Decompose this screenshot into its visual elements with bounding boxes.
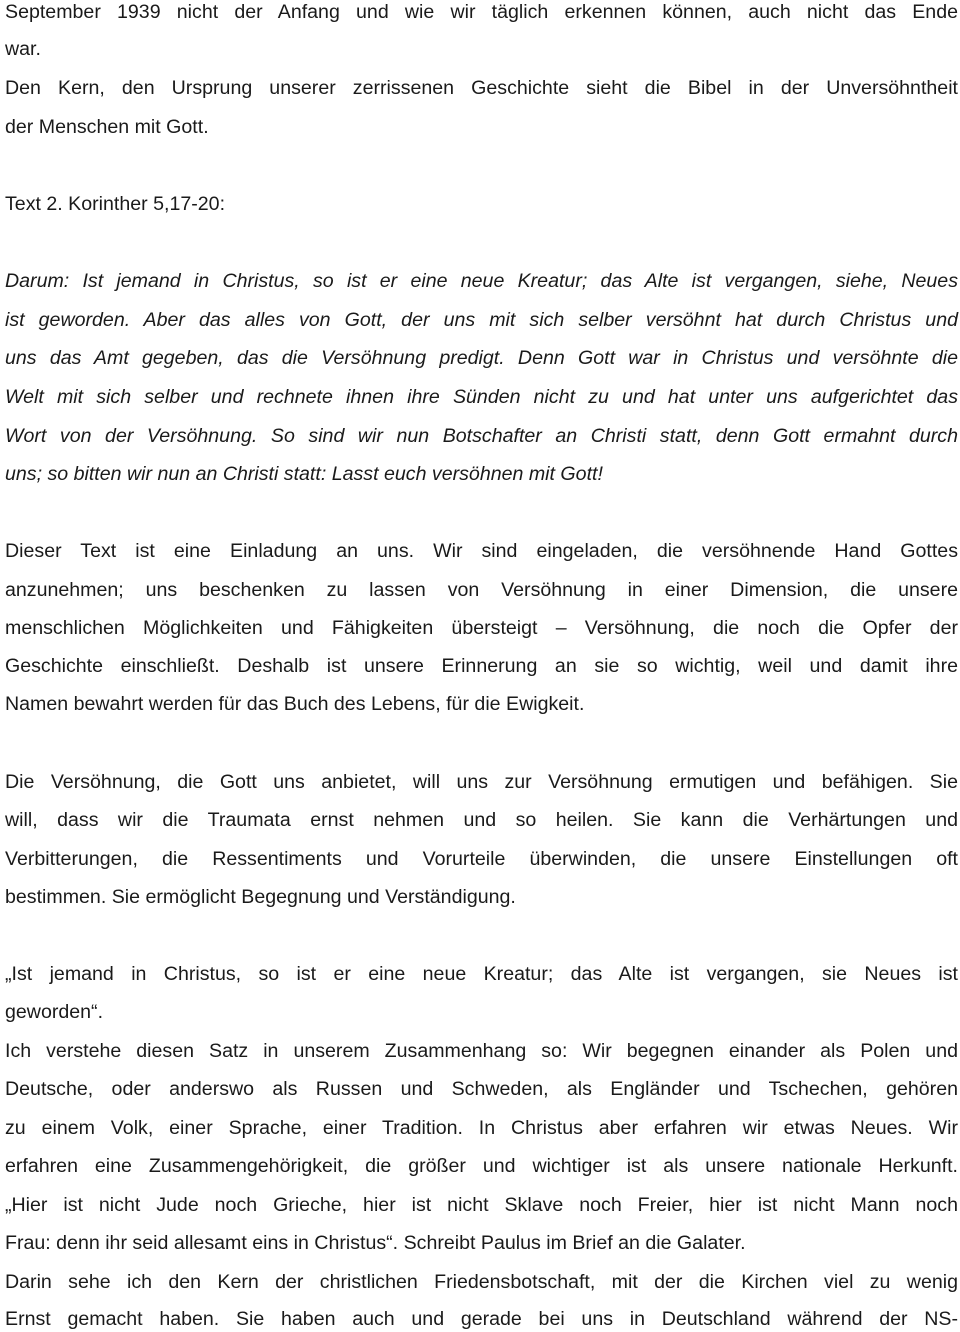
text-line: geworden“. <box>5 1001 104 1023</box>
scripture-quote-line: Welt mit sich selber und rechnete ihnen ihre Sünden nicht zu und hat unter uns aufgerichtet das <box>5 386 958 408</box>
text-line: war. <box>5 38 41 60</box>
text-line: menschlichen Möglichkeiten und Fähigkeiten übersteigt – Versöhnung, die noch die Opfer der <box>5 617 958 639</box>
text-line: Ernst gemacht haben. Sie haben auch und gerade bei uns in Deutschland während der NS- <box>5 1308 958 1330</box>
text-line: der Menschen mit Gott. <box>5 116 209 138</box>
text-line: zu einem Volk, einer Sprache, einer Tradition. In Christus aber erfahren wir etwas Neues. Wir <box>5 1117 958 1139</box>
text-line: Verbitterungen, die Ressentiments und Vorurteile überwinden, die unsere Einstellungen oft <box>5 848 958 870</box>
scripture-quote-line: ist geworden. Aber das alles von Gott, der uns mit sich selber versöhnt hat durch Christus und <box>5 309 958 331</box>
text-line: September 1939 nicht der Anfang und wie wir täglich erkennen können, auch nicht das Ende <box>5 1 958 23</box>
text-line: „Ist jemand in Christus, so ist er eine neue Kreatur; das Alte ist vergangen, sie Neues ist <box>5 963 958 985</box>
scripture-quote-line: Darum: Ist jemand in Christus, so ist er eine neue Kreatur; das Alte ist vergangen, siehe, Neues <box>5 270 958 292</box>
text-line: Den Kern, den Ursprung unserer zerrissenen Geschichte sieht die Bibel in der Unversöhntheit <box>5 77 958 99</box>
text-line: erfahren eine Zusammengehörigkeit, die größer und wichtiger ist als unsere nationale Herkunft. <box>5 1155 958 1177</box>
scripture-quote-line: Wort von der Versöhnung. So sind wir nun Botschafter an Christi statt, denn Gott ermahnt durch <box>5 425 958 447</box>
text-line: Namen bewahrt werden für das Buch des Lebens, für die Ewigkeit. <box>5 693 585 715</box>
scripture-quote-line: uns das Amt gegeben, das die Versöhnung predigt. Denn Gott war in Christus und versöhnte die <box>5 347 958 369</box>
text-line: Die Versöhnung, die Gott uns anbietet, will uns zur Versöhnung ermutigen und befähigen. Sie <box>5 771 958 793</box>
scripture-reference: Text 2. Korinther 5,17-20: <box>5 193 226 215</box>
text-line: Dieser Text ist eine Einladung an uns. Wir sind eingeladen, die versöhnende Hand Gottes <box>5 540 958 562</box>
text-line: Darin sehe ich den Kern der christlichen Friedensbotschaft, mit der die Kirchen viel zu wenig <box>5 1271 958 1293</box>
text-line: anzunehmen; uns beschenken zu lassen von Versöhnung in einer Dimension, die unsere <box>5 579 958 601</box>
text-line: Ich verstehe diesen Satz in unserem Zusammenhang so: Wir begegnen einander als Polen und <box>5 1040 958 1062</box>
scripture-quote-line: uns; so bitten wir nun an Christi statt: Lasst euch versöhnen mit Gott! <box>5 463 603 485</box>
text-line: bestimmen. Sie ermöglicht Begegnung und Verständigung. <box>5 886 516 908</box>
text-line: Deutsche, oder anderswo als Russen und Schweden, als Engländer und Tschechen, gehören <box>5 1078 958 1100</box>
text-line: „Hier ist nicht Jude noch Grieche, hier ist nicht Sklave noch Freier, hier ist nicht Mann noch <box>5 1194 958 1216</box>
text-line: Geschichte einschließt. Deshalb ist unsere Erinnerung an sie so wichtig, weil und damit ihre <box>5 655 958 677</box>
text-line: will, dass wir die Traumata ernst nehmen und so heilen. Sie kann die Verhärtungen und <box>5 809 958 831</box>
text-line: Frau: denn ihr seid allesamt eins in Christus“. Schreibt Paulus im Brief an die Galater. <box>5 1232 746 1254</box>
